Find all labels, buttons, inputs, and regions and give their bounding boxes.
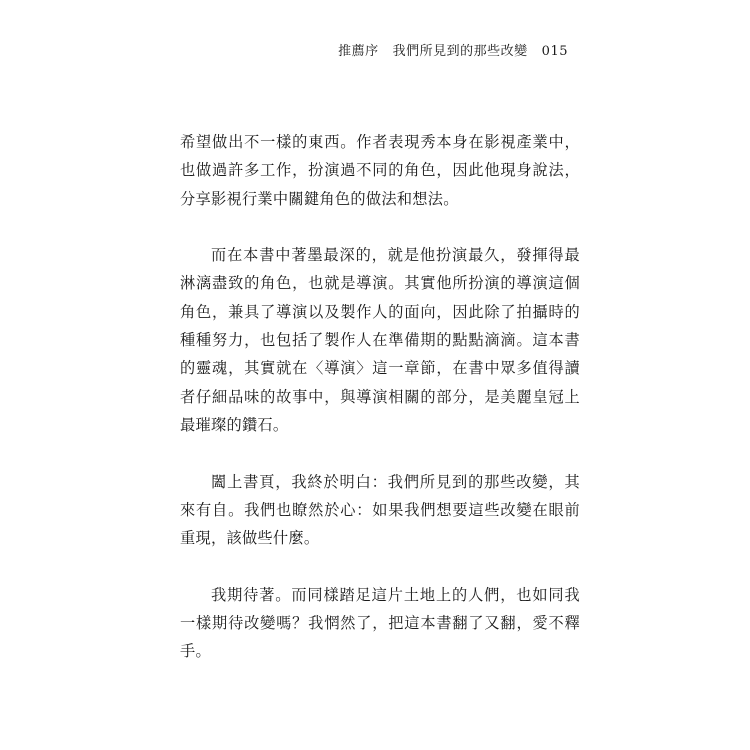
paragraph-2: 而在本書中著墨最深的，就是他扮演最久，發揮得最淋漓盡致的角色，也就是導演。其實他所扮演的導演這個角色，兼具了導演以及製作人的面向，因此除了拍攝時的種種努力，也包括了製作人在準備期的點點滴滴。這本書的靈魂，其實就在〈導演〉這一章節，在書中眾多值得讀者仔細品味的故事中，與導演相關的部分，是美麗皇冠上最璀璨的鑽石。	[180, 246, 580, 434]
header-section: 推薦序	[338, 44, 379, 59]
paragraph-4: 我期待著。而同樣踏足這片土地上的人們，也如同我一樣期待改變嗎？我惘然了，把這本書翻了又翻，愛不釋手。	[180, 585, 580, 661]
paragraph-3: 闔上書頁，我終於明白：我們所見到的那些改變，其來有自。我們也瞭然於心：如果我們想要這些改變在眼前重現，該做些什麼。	[180, 472, 580, 548]
paragraph-1: 希望做出不一樣的東西。作者表現秀本身在影視產業中，也做過許多工作，扮演過不同的角色，因此他現身說法，分享影視行業中關鍵角色的做法和想法。	[180, 133, 580, 208]
page-number: 015	[541, 44, 568, 59]
body-text	[180, 128, 580, 694]
running-header	[338, 40, 568, 59]
header-title: 我們所見到的那些改變	[392, 44, 528, 59]
